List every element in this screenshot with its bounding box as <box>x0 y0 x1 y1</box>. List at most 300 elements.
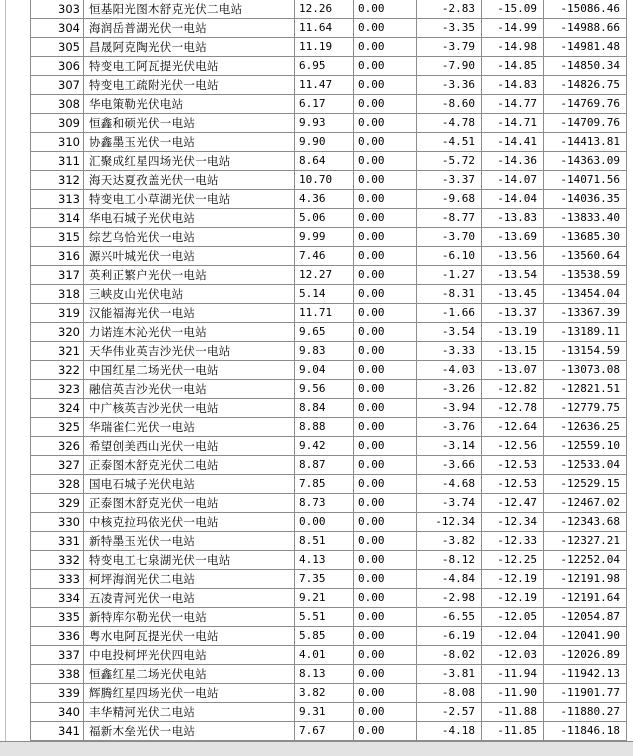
station-name-cell[interactable]: 海润岳普湖光伏一电站 <box>84 19 295 38</box>
value-1-cell[interactable]: 8.51 <box>295 532 354 551</box>
value-5-cell[interactable]: -13189.11 <box>544 323 627 342</box>
value-1-cell[interactable]: 8.88 <box>295 418 354 437</box>
row-index-cell[interactable]: 330 <box>31 513 84 532</box>
row-index-cell[interactable]: 327 <box>31 456 84 475</box>
value-3-cell[interactable]: -4.78 <box>417 114 482 133</box>
value-2-cell[interactable]: 0.00 <box>354 95 417 114</box>
value-3-cell[interactable]: -8.31 <box>417 285 482 304</box>
value-5-cell[interactable]: -11942.13 <box>544 665 627 684</box>
value-2-cell[interactable]: 0.00 <box>354 152 417 171</box>
value-2-cell[interactable]: 0.00 <box>354 0 417 19</box>
value-4-cell[interactable]: -11.94 <box>482 665 544 684</box>
table-row[interactable] <box>31 323 627 342</box>
value-2-cell[interactable]: 0.00 <box>354 342 417 361</box>
value-4-cell[interactable]: -14.98 <box>482 38 544 57</box>
value-1-cell[interactable]: 9.65 <box>295 323 354 342</box>
value-5-cell[interactable]: -14981.48 <box>544 38 627 57</box>
station-name-cell[interactable]: 特变电工阿瓦提光伏电站 <box>84 57 295 76</box>
table-row[interactable] <box>31 209 627 228</box>
value-1-cell[interactable]: 4.01 <box>295 646 354 665</box>
station-name-cell[interactable]: 正泰图木舒克光伏一电站 <box>84 494 295 513</box>
value-2-cell[interactable]: 0.00 <box>354 361 417 380</box>
table-row[interactable] <box>31 361 627 380</box>
value-2-cell[interactable]: 0.00 <box>354 475 417 494</box>
row-index-cell[interactable]: 303 <box>31 0 84 19</box>
value-3-cell[interactable]: -4.18 <box>417 722 482 741</box>
row-index-cell[interactable]: 335 <box>31 608 84 627</box>
value-4-cell[interactable]: -13.37 <box>482 304 544 323</box>
row-index-cell[interactable]: 319 <box>31 304 84 323</box>
value-3-cell[interactable]: -1.27 <box>417 266 482 285</box>
table-row[interactable] <box>31 494 627 513</box>
value-4-cell[interactable]: -12.82 <box>482 380 544 399</box>
table-row[interactable] <box>31 513 627 532</box>
value-4-cell[interactable]: -13.15 <box>482 342 544 361</box>
row-index-cell[interactable]: 308 <box>31 95 84 114</box>
value-4-cell[interactable]: -14.85 <box>482 57 544 76</box>
row-index-cell[interactable]: 314 <box>31 209 84 228</box>
value-1-cell[interactable]: 4.13 <box>295 551 354 570</box>
value-2-cell[interactable]: 0.00 <box>354 418 417 437</box>
value-4-cell[interactable]: -12.05 <box>482 608 544 627</box>
value-5-cell[interactable]: -12327.21 <box>544 532 627 551</box>
value-5-cell[interactable]: -12529.15 <box>544 475 627 494</box>
value-3-cell[interactable]: -2.83 <box>417 0 482 19</box>
row-index-cell[interactable]: 307 <box>31 76 84 95</box>
value-4-cell[interactable]: -11.90 <box>482 684 544 703</box>
row-index-cell[interactable]: 333 <box>31 570 84 589</box>
value-2-cell[interactable]: 0.00 <box>354 380 417 399</box>
table-row[interactable] <box>31 570 627 589</box>
station-name-cell[interactable]: 丰华精河光伏二电站 <box>84 703 295 722</box>
value-3-cell[interactable]: -3.74 <box>417 494 482 513</box>
value-1-cell[interactable]: 7.85 <box>295 475 354 494</box>
table-row[interactable] <box>31 684 627 703</box>
station-name-cell[interactable]: 海天达夏孜盖光伏一电站 <box>84 171 295 190</box>
value-4-cell[interactable]: -12.03 <box>482 646 544 665</box>
value-2-cell[interactable]: 0.00 <box>354 57 417 76</box>
row-index-cell[interactable]: 338 <box>31 665 84 684</box>
table-row[interactable] <box>31 152 627 171</box>
value-2-cell[interactable]: 0.00 <box>354 133 417 152</box>
value-2-cell[interactable]: 0.00 <box>354 209 417 228</box>
value-3-cell[interactable]: -3.79 <box>417 38 482 57</box>
value-4-cell[interactable]: -12.25 <box>482 551 544 570</box>
row-index-cell[interactable]: 304 <box>31 19 84 38</box>
value-1-cell[interactable]: 7.67 <box>295 722 354 741</box>
value-4-cell[interactable]: -12.64 <box>482 418 544 437</box>
value-4-cell[interactable]: -13.83 <box>482 209 544 228</box>
table-row[interactable] <box>31 456 627 475</box>
value-4-cell[interactable]: -12.34 <box>482 513 544 532</box>
row-index-cell[interactable]: 309 <box>31 114 84 133</box>
value-1-cell[interactable]: 5.14 <box>295 285 354 304</box>
table-row[interactable] <box>31 589 627 608</box>
value-3-cell[interactable]: -3.33 <box>417 342 482 361</box>
value-2-cell[interactable]: 0.00 <box>354 190 417 209</box>
row-index-cell[interactable]: 340 <box>31 703 84 722</box>
value-5-cell[interactable]: -13073.08 <box>544 361 627 380</box>
value-4-cell[interactable]: -13.19 <box>482 323 544 342</box>
station-name-cell[interactable]: 正泰图木舒克光伏二电站 <box>84 456 295 475</box>
value-3-cell[interactable]: -12.34 <box>417 513 482 532</box>
row-index-cell[interactable]: 325 <box>31 418 84 437</box>
value-2-cell[interactable]: 0.00 <box>354 532 417 551</box>
station-name-cell[interactable]: 特变电工七泉湖光伏一电站 <box>84 551 295 570</box>
value-5-cell[interactable]: -14850.34 <box>544 57 627 76</box>
value-3-cell[interactable]: -3.37 <box>417 171 482 190</box>
value-2-cell[interactable]: 0.00 <box>354 551 417 570</box>
table-row[interactable] <box>31 171 627 190</box>
value-5-cell[interactable]: -13367.39 <box>544 304 627 323</box>
station-name-cell[interactable]: 特变电工小草湖光伏一电站 <box>84 190 295 209</box>
table-row[interactable] <box>31 190 627 209</box>
value-1-cell[interactable]: 12.26 <box>295 0 354 19</box>
row-index-cell[interactable]: 329 <box>31 494 84 513</box>
station-name-cell[interactable]: 中电投柯坪光伏四电站 <box>84 646 295 665</box>
value-3-cell[interactable]: -1.66 <box>417 304 482 323</box>
value-1-cell[interactable]: 9.83 <box>295 342 354 361</box>
table-row[interactable] <box>31 399 627 418</box>
value-2-cell[interactable]: 0.00 <box>354 76 417 95</box>
value-2-cell[interactable]: 0.00 <box>354 570 417 589</box>
value-4-cell[interactable]: -12.53 <box>482 456 544 475</box>
station-name-cell[interactable]: 英利正繁户光伏一电站 <box>84 266 295 285</box>
value-4-cell[interactable]: -12.53 <box>482 475 544 494</box>
value-3-cell[interactable]: -3.81 <box>417 665 482 684</box>
value-4-cell[interactable]: -12.47 <box>482 494 544 513</box>
value-3-cell[interactable]: -8.02 <box>417 646 482 665</box>
value-1-cell[interactable]: 8.73 <box>295 494 354 513</box>
value-2-cell[interactable]: 0.00 <box>354 494 417 513</box>
value-3-cell[interactable]: -3.76 <box>417 418 482 437</box>
table-row[interactable] <box>31 627 627 646</box>
value-5-cell[interactable]: -12559.10 <box>544 437 627 456</box>
value-5-cell[interactable]: -12191.64 <box>544 589 627 608</box>
value-4-cell[interactable]: -12.33 <box>482 532 544 551</box>
station-name-cell[interactable]: 三峡皮山光伏电站 <box>84 285 295 304</box>
value-3-cell[interactable]: -2.57 <box>417 703 482 722</box>
value-2-cell[interactable]: 0.00 <box>354 19 417 38</box>
table-row[interactable] <box>31 703 627 722</box>
value-4-cell[interactable]: -14.83 <box>482 76 544 95</box>
value-5-cell[interactable]: -14036.35 <box>544 190 627 209</box>
table-row[interactable] <box>31 665 627 684</box>
station-name-cell[interactable]: 福新木垒光伏一电站 <box>84 722 295 741</box>
value-1-cell[interactable]: 8.84 <box>295 399 354 418</box>
value-3-cell[interactable]: -5.72 <box>417 152 482 171</box>
row-index-cell[interactable]: 324 <box>31 399 84 418</box>
value-1-cell[interactable]: 11.19 <box>295 38 354 57</box>
value-5-cell[interactable]: -14826.75 <box>544 76 627 95</box>
value-1-cell[interactable]: 11.47 <box>295 76 354 95</box>
value-1-cell[interactable]: 9.56 <box>295 380 354 399</box>
value-5-cell[interactable]: -13685.30 <box>544 228 627 247</box>
value-4-cell[interactable]: -14.77 <box>482 95 544 114</box>
value-3-cell[interactable]: -3.70 <box>417 228 482 247</box>
value-1-cell[interactable]: 9.04 <box>295 361 354 380</box>
value-3-cell[interactable]: -8.60 <box>417 95 482 114</box>
value-5-cell[interactable]: -12054.87 <box>544 608 627 627</box>
value-3-cell[interactable]: -6.19 <box>417 627 482 646</box>
value-4-cell[interactable]: -11.85 <box>482 722 544 741</box>
value-2-cell[interactable]: 0.00 <box>354 646 417 665</box>
station-name-cell[interactable]: 源兴叶城光伏一电站 <box>84 247 295 266</box>
station-name-cell[interactable]: 恒基阳光图木舒克光伏二电站 <box>84 0 295 19</box>
table-row[interactable] <box>31 57 627 76</box>
table-row[interactable] <box>31 114 627 133</box>
value-5-cell[interactable]: -12191.98 <box>544 570 627 589</box>
value-5-cell[interactable]: -12821.51 <box>544 380 627 399</box>
value-1-cell[interactable]: 7.46 <box>295 247 354 266</box>
table-row[interactable] <box>31 608 627 627</box>
value-5-cell[interactable]: -14413.81 <box>544 133 627 152</box>
row-index-cell[interactable]: 318 <box>31 285 84 304</box>
row-index-cell[interactable]: 306 <box>31 57 84 76</box>
value-4-cell[interactable]: -12.56 <box>482 437 544 456</box>
station-name-cell[interactable]: 协鑫墨玉光伏一电站 <box>84 133 295 152</box>
value-1-cell[interactable]: 7.35 <box>295 570 354 589</box>
value-1-cell[interactable]: 10.70 <box>295 171 354 190</box>
table-row[interactable] <box>31 437 627 456</box>
table-row[interactable] <box>31 266 627 285</box>
value-5-cell[interactable]: -11901.77 <box>544 684 627 703</box>
row-index-cell[interactable]: 322 <box>31 361 84 380</box>
value-5-cell[interactable]: -15086.46 <box>544 0 627 19</box>
value-1-cell[interactable]: 11.64 <box>295 19 354 38</box>
row-index-cell[interactable]: 323 <box>31 380 84 399</box>
value-1-cell[interactable]: 5.85 <box>295 627 354 646</box>
station-name-cell[interactable]: 汉能福海光伏一电站 <box>84 304 295 323</box>
row-index-cell[interactable]: 331 <box>31 532 84 551</box>
value-3-cell[interactable]: -3.35 <box>417 19 482 38</box>
table-row[interactable] <box>31 304 627 323</box>
value-3-cell[interactable]: -3.36 <box>417 76 482 95</box>
table-row[interactable] <box>31 418 627 437</box>
value-4-cell[interactable]: -15.09 <box>482 0 544 19</box>
value-3-cell[interactable]: -4.68 <box>417 475 482 494</box>
value-3-cell[interactable]: -4.03 <box>417 361 482 380</box>
row-index-cell[interactable]: 336 <box>31 627 84 646</box>
value-4-cell[interactable]: -12.19 <box>482 570 544 589</box>
row-index-cell[interactable]: 332 <box>31 551 84 570</box>
row-index-cell[interactable]: 320 <box>31 323 84 342</box>
value-5-cell[interactable]: -11846.18 <box>544 722 627 741</box>
value-1-cell[interactable]: 5.51 <box>295 608 354 627</box>
station-name-cell[interactable]: 汇聚成红星四场光伏一电站 <box>84 152 295 171</box>
value-5-cell[interactable]: -14071.56 <box>544 171 627 190</box>
table-row[interactable] <box>31 342 627 361</box>
row-index-cell[interactable]: 341 <box>31 722 84 741</box>
table-row[interactable] <box>31 551 627 570</box>
table-row[interactable] <box>31 133 627 152</box>
station-name-cell[interactable]: 中国红星二场光伏一电站 <box>84 361 295 380</box>
value-3-cell[interactable]: -2.98 <box>417 589 482 608</box>
value-1-cell[interactable]: 9.90 <box>295 133 354 152</box>
value-4-cell[interactable]: -11.88 <box>482 703 544 722</box>
value-2-cell[interactable]: 0.00 <box>354 38 417 57</box>
value-5-cell[interactable]: -12343.68 <box>544 513 627 532</box>
value-1-cell[interactable]: 12.27 <box>295 266 354 285</box>
station-name-cell[interactable]: 昌晟阿克陶光伏一电站 <box>84 38 295 57</box>
value-1-cell[interactable]: 0.00 <box>295 513 354 532</box>
value-1-cell[interactable]: 9.99 <box>295 228 354 247</box>
row-index-cell[interactable]: 311 <box>31 152 84 171</box>
table-row[interactable] <box>31 475 627 494</box>
value-5-cell[interactable]: -13538.59 <box>544 266 627 285</box>
value-2-cell[interactable]: 0.00 <box>354 114 417 133</box>
value-5-cell[interactable]: -14769.76 <box>544 95 627 114</box>
value-5-cell[interactable]: -14988.66 <box>544 19 627 38</box>
value-3-cell[interactable]: -3.26 <box>417 380 482 399</box>
value-2-cell[interactable]: 0.00 <box>354 437 417 456</box>
station-name-cell[interactable]: 希望创美西山光伏一电站 <box>84 437 295 456</box>
value-1-cell[interactable]: 6.17 <box>295 95 354 114</box>
value-1-cell[interactable]: 9.21 <box>295 589 354 608</box>
value-3-cell[interactable]: -7.90 <box>417 57 482 76</box>
value-5-cell[interactable]: -12041.90 <box>544 627 627 646</box>
station-name-cell[interactable]: 粤水电阿瓦提光伏一电站 <box>84 627 295 646</box>
value-1-cell[interactable]: 9.93 <box>295 114 354 133</box>
value-3-cell[interactable]: -3.54 <box>417 323 482 342</box>
value-3-cell[interactable]: -8.08 <box>417 684 482 703</box>
value-4-cell[interactable]: -14.04 <box>482 190 544 209</box>
station-name-cell[interactable]: 新特库尔勒光伏一电站 <box>84 608 295 627</box>
value-1-cell[interactable]: 9.42 <box>295 437 354 456</box>
row-index-cell[interactable]: 326 <box>31 437 84 456</box>
value-2-cell[interactable]: 0.00 <box>354 608 417 627</box>
value-3-cell[interactable]: -4.51 <box>417 133 482 152</box>
table-row[interactable] <box>31 228 627 247</box>
row-index-cell[interactable]: 312 <box>31 171 84 190</box>
station-name-cell[interactable]: 五凌青河光伏一电站 <box>84 589 295 608</box>
value-5-cell[interactable]: -12636.25 <box>544 418 627 437</box>
value-2-cell[interactable]: 0.00 <box>354 703 417 722</box>
table-row[interactable] <box>31 380 627 399</box>
value-1-cell[interactable]: 11.71 <box>295 304 354 323</box>
station-name-cell[interactable]: 天华伟业英吉沙光伏一电站 <box>84 342 295 361</box>
table-row[interactable] <box>31 38 627 57</box>
value-2-cell[interactable]: 0.00 <box>354 304 417 323</box>
station-name-cell[interactable]: 力诺连木沁光伏一电站 <box>84 323 295 342</box>
value-2-cell[interactable]: 0.00 <box>354 627 417 646</box>
value-1-cell[interactable]: 9.31 <box>295 703 354 722</box>
row-index-cell[interactable]: 317 <box>31 266 84 285</box>
table-row[interactable] <box>31 532 627 551</box>
station-name-cell[interactable]: 恒鑫红星二场光伏电站 <box>84 665 295 684</box>
value-4-cell[interactable]: -12.19 <box>482 589 544 608</box>
value-4-cell[interactable]: -13.69 <box>482 228 544 247</box>
value-4-cell[interactable]: -14.41 <box>482 133 544 152</box>
station-name-cell[interactable]: 中核克拉玛依光伏一电站 <box>84 513 295 532</box>
value-5-cell[interactable]: -14363.09 <box>544 152 627 171</box>
station-name-cell[interactable]: 恒鑫和硕光伏一电站 <box>84 114 295 133</box>
station-name-cell[interactable]: 国电石城子光伏电站 <box>84 475 295 494</box>
value-4-cell[interactable]: -14.36 <box>482 152 544 171</box>
station-name-cell[interactable]: 融信英吉沙光伏一电站 <box>84 380 295 399</box>
value-2-cell[interactable]: 0.00 <box>354 589 417 608</box>
table-row[interactable] <box>31 646 627 665</box>
table-row[interactable] <box>31 247 627 266</box>
value-4-cell[interactable]: -14.71 <box>482 114 544 133</box>
row-index-cell[interactable]: 313 <box>31 190 84 209</box>
value-5-cell[interactable]: -13560.64 <box>544 247 627 266</box>
station-name-cell[interactable]: 华电策勒光伏电站 <box>84 95 295 114</box>
value-3-cell[interactable]: -8.77 <box>417 209 482 228</box>
value-2-cell[interactable]: 0.00 <box>354 228 417 247</box>
table-row[interactable] <box>31 722 627 741</box>
value-2-cell[interactable]: 0.00 <box>354 684 417 703</box>
row-index-cell[interactable]: 339 <box>31 684 84 703</box>
table-row[interactable] <box>31 95 627 114</box>
value-1-cell[interactable]: 8.87 <box>295 456 354 475</box>
station-name-cell[interactable]: 柯坪海润光伏二电站 <box>84 570 295 589</box>
value-3-cell[interactable]: -3.14 <box>417 437 482 456</box>
value-2-cell[interactable]: 0.00 <box>354 513 417 532</box>
station-name-cell[interactable]: 辉腾红星四场光伏一电站 <box>84 684 295 703</box>
table-row[interactable] <box>31 19 627 38</box>
table-row[interactable] <box>31 285 627 304</box>
value-5-cell[interactable]: -14709.76 <box>544 114 627 133</box>
value-2-cell[interactable]: 0.00 <box>354 247 417 266</box>
row-index-cell[interactable]: 337 <box>31 646 84 665</box>
value-4-cell[interactable]: -14.07 <box>482 171 544 190</box>
value-3-cell[interactable]: -3.82 <box>417 532 482 551</box>
value-5-cell[interactable]: -13454.04 <box>544 285 627 304</box>
value-2-cell[interactable]: 0.00 <box>354 285 417 304</box>
value-3-cell[interactable]: -3.94 <box>417 399 482 418</box>
value-1-cell[interactable]: 6.95 <box>295 57 354 76</box>
row-index-cell[interactable]: 334 <box>31 589 84 608</box>
value-1-cell[interactable]: 4.36 <box>295 190 354 209</box>
value-1-cell[interactable]: 8.64 <box>295 152 354 171</box>
row-index-cell[interactable]: 328 <box>31 475 84 494</box>
value-2-cell[interactable]: 0.00 <box>354 456 417 475</box>
value-2-cell[interactable]: 0.00 <box>354 171 417 190</box>
station-name-cell[interactable]: 综艺乌恰光伏一电站 <box>84 228 295 247</box>
value-4-cell[interactable]: -12.04 <box>482 627 544 646</box>
value-2-cell[interactable]: 0.00 <box>354 323 417 342</box>
station-name-cell[interactable]: 新特墨玉光伏一电站 <box>84 532 295 551</box>
row-index-cell[interactable]: 321 <box>31 342 84 361</box>
value-3-cell[interactable]: -9.68 <box>417 190 482 209</box>
row-index-cell[interactable]: 316 <box>31 247 84 266</box>
row-index-cell[interactable]: 310 <box>31 133 84 152</box>
value-4-cell[interactable]: -13.56 <box>482 247 544 266</box>
value-3-cell[interactable]: -8.12 <box>417 551 482 570</box>
value-5-cell[interactable]: -13833.40 <box>544 209 627 228</box>
value-4-cell[interactable]: -13.07 <box>482 361 544 380</box>
value-5-cell[interactable]: -12467.02 <box>544 494 627 513</box>
value-3-cell[interactable]: -6.10 <box>417 247 482 266</box>
value-2-cell[interactable]: 0.00 <box>354 266 417 285</box>
value-1-cell[interactable]: 5.06 <box>295 209 354 228</box>
value-3-cell[interactable]: -6.55 <box>417 608 482 627</box>
station-name-cell[interactable]: 华瑞雀仁光伏一电站 <box>84 418 295 437</box>
station-name-cell[interactable]: 中广核英吉沙光伏一电站 <box>84 399 295 418</box>
value-3-cell[interactable]: -3.66 <box>417 456 482 475</box>
table-row[interactable] <box>31 76 627 95</box>
station-name-cell[interactable]: 特变电工疏附光伏一电站 <box>84 76 295 95</box>
value-2-cell[interactable]: 0.00 <box>354 665 417 684</box>
table-row[interactable] <box>31 0 627 19</box>
value-5-cell[interactable]: -12779.75 <box>544 399 627 418</box>
value-4-cell[interactable]: -13.54 <box>482 266 544 285</box>
value-5-cell[interactable]: -13154.59 <box>544 342 627 361</box>
value-5-cell[interactable]: -12533.04 <box>544 456 627 475</box>
row-index-cell[interactable]: 305 <box>31 38 84 57</box>
value-2-cell[interactable]: 0.00 <box>354 399 417 418</box>
